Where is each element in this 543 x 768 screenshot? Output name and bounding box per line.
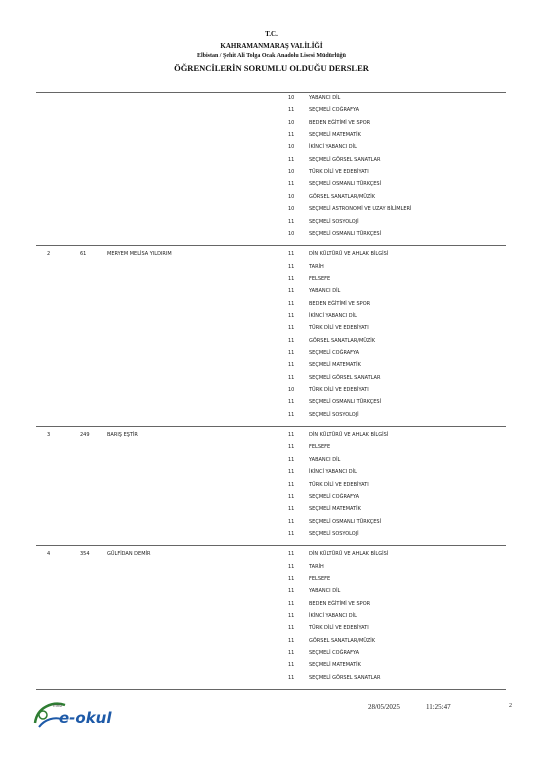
course-name: DİN KÜLTÜRÜ VE AHLAK BİLGİSİ	[309, 551, 389, 558]
course-level: 10	[288, 95, 295, 101]
course-level: 11	[288, 288, 295, 295]
course-name: TÜRK DİLİ VE EDEBİYATI	[309, 325, 369, 332]
course-name: SEÇMELİ MATEMATİK	[309, 506, 361, 513]
row-separator	[36, 426, 506, 427]
course-level: 11	[288, 600, 295, 607]
course-level: 11	[288, 263, 295, 270]
course-level: 11	[288, 650, 295, 657]
course-name: SEÇMELİ COĞRAFYA	[309, 350, 360, 356]
course-level: 11	[288, 432, 295, 439]
course-level: 11	[288, 300, 295, 307]
header-governorship: KAHRAMANMARAŞ VALİLİĞİ	[220, 42, 323, 50]
course-level: 10	[288, 144, 295, 151]
course-level: 11	[288, 613, 295, 619]
course-name: SEÇMELİ COĞRAFYA	[309, 493, 360, 500]
course-level: 11	[288, 575, 295, 582]
course-name: GÖRSEL SANATLAR/MÜZİK	[309, 193, 376, 200]
course-level: 11	[288, 132, 295, 139]
student-name: MERYEM MELİSA YILDIRIM	[107, 251, 172, 258]
row-separator	[36, 545, 506, 546]
course-level: 11	[288, 637, 295, 644]
course-name: SEÇMELİ GÖRSEL SANATLAR	[309, 374, 381, 381]
page-number: 2	[509, 703, 512, 709]
course-name: TÜRK DİLİ VE EDEBİYATI	[309, 481, 369, 488]
table-top-rule	[36, 92, 506, 93]
course-level: 10	[288, 169, 295, 176]
course-name: GÖRSEL SANATLAR/MÜZİK	[309, 337, 376, 344]
footer-time: 11:25:47	[426, 703, 451, 711]
student-seq: 3	[47, 432, 51, 439]
course-level: 10	[288, 230, 295, 237]
course-name: SEÇMELİ OSMANLI TÜRKÇESİ	[309, 230, 382, 237]
course-name: BEDEN EĞİTİMİ VE SPOR	[309, 600, 371, 607]
row-separator	[36, 689, 506, 690]
course-level: 11	[288, 456, 295, 463]
course-name: GÖRSEL SANATLAR/MÜZİK	[309, 637, 376, 644]
course-level: 11	[288, 275, 295, 282]
course-level: 11	[288, 399, 295, 406]
course-level: 11	[288, 181, 295, 188]
course-level: 11	[288, 469, 295, 476]
course-level: 11	[288, 107, 295, 114]
header-school: Elbistan / Şehit Ali Tolga Ocak Anadolu Lisesi Müdürlüğü	[196, 53, 347, 59]
course-level: 10	[288, 206, 295, 213]
student-number: 249	[80, 432, 90, 439]
course-level: 11	[288, 588, 295, 595]
row-separator	[36, 245, 506, 246]
student-seq: 2	[47, 251, 51, 258]
course-level: 11	[288, 674, 295, 681]
course-name: SEÇMELİ GÖRSEL SANATLAR	[309, 156, 381, 163]
course-name: BEDEN EĞİTİMİ VE SPOR	[309, 300, 371, 307]
course-level: 11	[288, 551, 295, 558]
course-level: 10	[288, 387, 295, 394]
course-name: BEDEN EĞİTİMİ VE SPOR	[309, 119, 371, 126]
course-name: SEÇMELİ GÖRSEL SANATLAR	[309, 674, 381, 681]
course-name: FELSEFE	[309, 575, 331, 582]
course-level: 11	[288, 481, 295, 488]
course-level: 11	[288, 662, 295, 669]
student-seq: 4	[47, 551, 51, 558]
course-name: TÜRK DİLİ VE EDEBİYATI	[309, 625, 369, 632]
svg-text:e-okul: e-okul	[59, 709, 112, 727]
course-level: 11	[288, 362, 295, 369]
course-name: SEÇMELİ MATEMATİK	[309, 662, 361, 669]
course-level: 11	[288, 411, 295, 418]
svg-text:meb: meb	[53, 703, 62, 708]
course-level: 11	[288, 251, 295, 258]
course-name: DİN KÜLTÜRÜ VE AHLAK BİLGİSİ	[309, 432, 389, 439]
course-level: 11	[288, 493, 295, 500]
course-name: FELSEFE	[309, 444, 331, 451]
course-level: 11	[288, 312, 295, 319]
course-name: SEÇMELİ MATEMATİK	[309, 132, 361, 139]
course-level: 11	[288, 337, 295, 344]
course-level: 11	[288, 325, 295, 332]
course-level: 11	[288, 625, 295, 632]
course-name: İKİNCİ YABANCI DİL	[309, 469, 357, 476]
course-name: SEÇMELİ OSMANLI TÜRKÇESİ	[309, 399, 382, 406]
course-name: TÜRK DİLİ VE EDEBİYATI	[309, 387, 369, 394]
course-name: SEÇMELİ ASTRONOMİ VE UZAY BİLİMLERİ	[309, 206, 412, 213]
course-level: 11	[288, 518, 295, 525]
page-title: ÖĞRENCİLERİN SORUMLU OLDUĞU DERSLER	[174, 63, 369, 73]
logo-globe-icon	[39, 711, 47, 719]
course-name: SEÇMELİ SOSYOLOJİ	[309, 218, 359, 225]
student-name: GÜLFİDAN DEMİR	[107, 551, 151, 558]
course-name: SEÇMELİ SOSYOLOJİ	[309, 530, 359, 537]
course-name: YABANCI DİL	[309, 588, 341, 595]
course-name: DİN KÜLTÜRÜ VE AHLAK BİLGİSİ	[309, 251, 389, 258]
header-tc: T.C.	[265, 30, 278, 38]
course-level: 10	[288, 193, 295, 200]
course-name: SEÇMELİ OSMANLI TÜRKÇESİ	[309, 181, 382, 188]
course-name: İKİNCİ YABANCI DİL	[309, 144, 357, 151]
course-level: 11	[288, 506, 295, 513]
course-level: 11	[288, 563, 295, 570]
course-name: TARİH	[309, 563, 324, 570]
course-name: İKİNCİ YABANCI DİL	[309, 312, 357, 319]
course-name: TARİH	[309, 263, 324, 270]
student-number: 354	[80, 551, 90, 558]
student-number: 61	[80, 251, 87, 258]
course-level: 11	[288, 444, 295, 451]
course-name: SEÇMELİ COĞRAFYA	[309, 107, 360, 114]
course-level: 11	[288, 374, 295, 381]
course-name: SEÇMELİ MATEMATİK	[309, 362, 361, 369]
student-name: BARIŞ EŞTİR	[107, 432, 138, 439]
course-name: YABANCI DİL	[309, 456, 341, 463]
course-name: SEÇMELİ OSMANLI TÜRKÇESİ	[309, 518, 382, 525]
course-name: SEÇMELİ SOSYOLOJİ	[309, 411, 359, 418]
eokul-logo	[31, 697, 121, 731]
course-level: 11	[288, 350, 295, 356]
course-name: İKİNCİ YABANCI DİL	[309, 613, 357, 619]
course-name: YABANCI DİL	[309, 288, 341, 295]
course-name: FELSEFE	[309, 275, 331, 282]
course-level: 11	[288, 218, 295, 225]
course-level: 11	[288, 156, 295, 163]
course-level: 10	[288, 119, 295, 126]
course-name: TÜRK DİLİ VE EDEBİYATI	[309, 169, 369, 176]
course-name: SEÇMELİ COĞRAFYA	[309, 650, 360, 657]
course-level: 11	[288, 530, 295, 537]
footer-date: 28/05/2025	[368, 703, 400, 711]
course-name: YABANCI DİL	[309, 95, 341, 101]
